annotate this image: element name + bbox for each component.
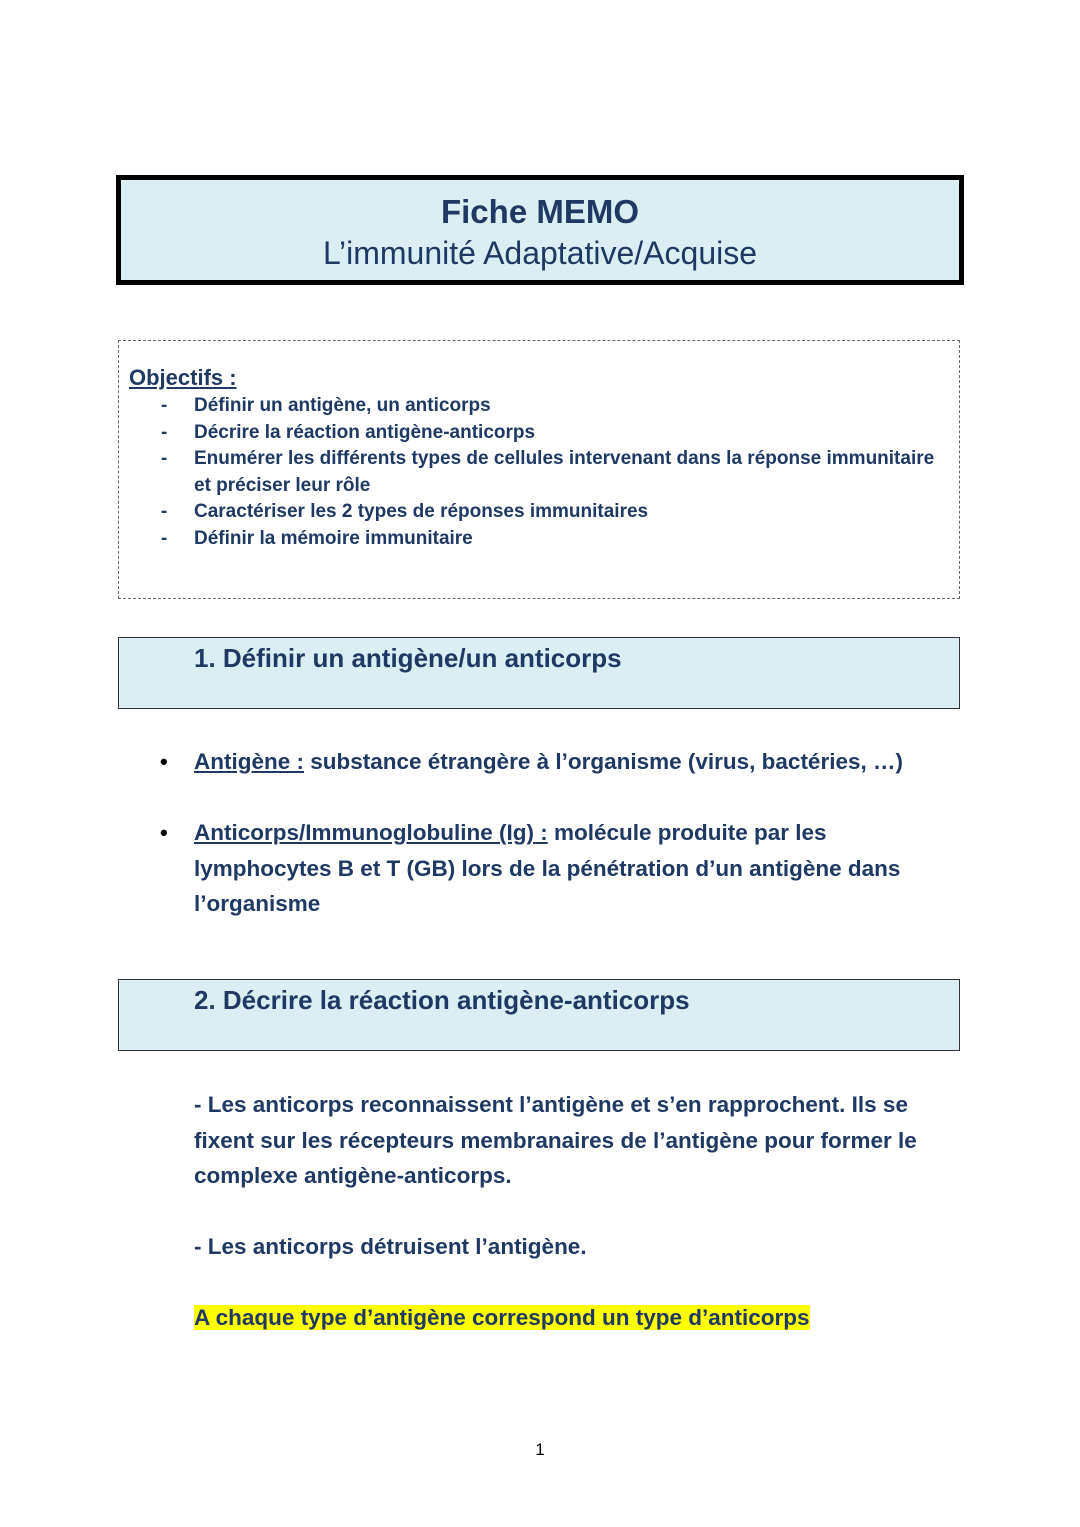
- section2-title: 2. Décrire la réaction antigène-anticorps: [194, 985, 690, 1015]
- bullet-dot-icon: •: [160, 749, 168, 774]
- objective-text: Caractériser les 2 types de réponses immunitaires: [194, 501, 649, 522]
- section2-header: [118, 979, 960, 1051]
- bullet-anticorps: [160, 815, 914, 922]
- list-item: - Définir un antigène, un anticorps: [161, 395, 491, 416]
- objective-text: Enumérer les différents types de cellules intervenant dans la réponse immunitaire et préciser leur rôle: [194, 448, 935, 496]
- objective-text: Définir un antigène, un anticorps: [194, 395, 491, 416]
- bullet-dot-icon: •: [160, 820, 168, 845]
- term-definition: substance étrangère à l’organisme (virus, bactéries, …): [304, 749, 903, 774]
- term-label: Antigène :: [194, 749, 304, 774]
- objectives-box: [118, 340, 960, 599]
- section1-title: 1. Définir un antigène/un anticorps: [194, 643, 622, 673]
- objectives-label: Objectifs :: [129, 365, 237, 390]
- list-item: - Décrire la réaction antigène-anticorps: [161, 421, 536, 443]
- highlighted-text: A chaque type d’antigène correspond un type d’anticorps: [194, 1305, 810, 1330]
- objective-text: Décrire la réaction antigène-anticorps: [194, 421, 536, 443]
- term-definition: molécule produite par les lymphocytes B et T (GB) lors de la pénétration d’un antigène dans l’organisme: [194, 820, 901, 916]
- title-box: [116, 175, 964, 285]
- objective-text: Définir la mémoire immunitaire: [194, 527, 473, 549]
- paragraph: - Les anticorps détruisent l’antigène.: [194, 1234, 587, 1259]
- highlight-statement: [194, 1300, 924, 1336]
- paragraph: - Les anticorps reconnaissent l’antigène et s’en rapprochent. Ils se fixent sur les récepteurs membranaires de l’antigène pour former le complexe antigène-anticorps.: [194, 1092, 917, 1188]
- list-item: - Caractériser les 2 types de réponses immunitaires: [161, 501, 649, 522]
- section1-header: [118, 637, 960, 709]
- list-item: - Enumérer les différents types de cellules intervenant dans la réponse immunitaire et préciser leur rôle: [161, 448, 935, 496]
- bullet-antigene: [160, 744, 914, 780]
- page-subtitle: L’immunité Adaptative/Acquise: [322, 235, 758, 271]
- objectives-list: [119, 393, 959, 552]
- page-number: 1: [535, 1440, 545, 1459]
- list-item: - Définir la mémoire immunitaire: [161, 527, 473, 549]
- term-label: Anticorps/Immunoglobuline (Ig) :: [194, 820, 548, 845]
- page-title: Fiche MEMO: [440, 193, 640, 230]
